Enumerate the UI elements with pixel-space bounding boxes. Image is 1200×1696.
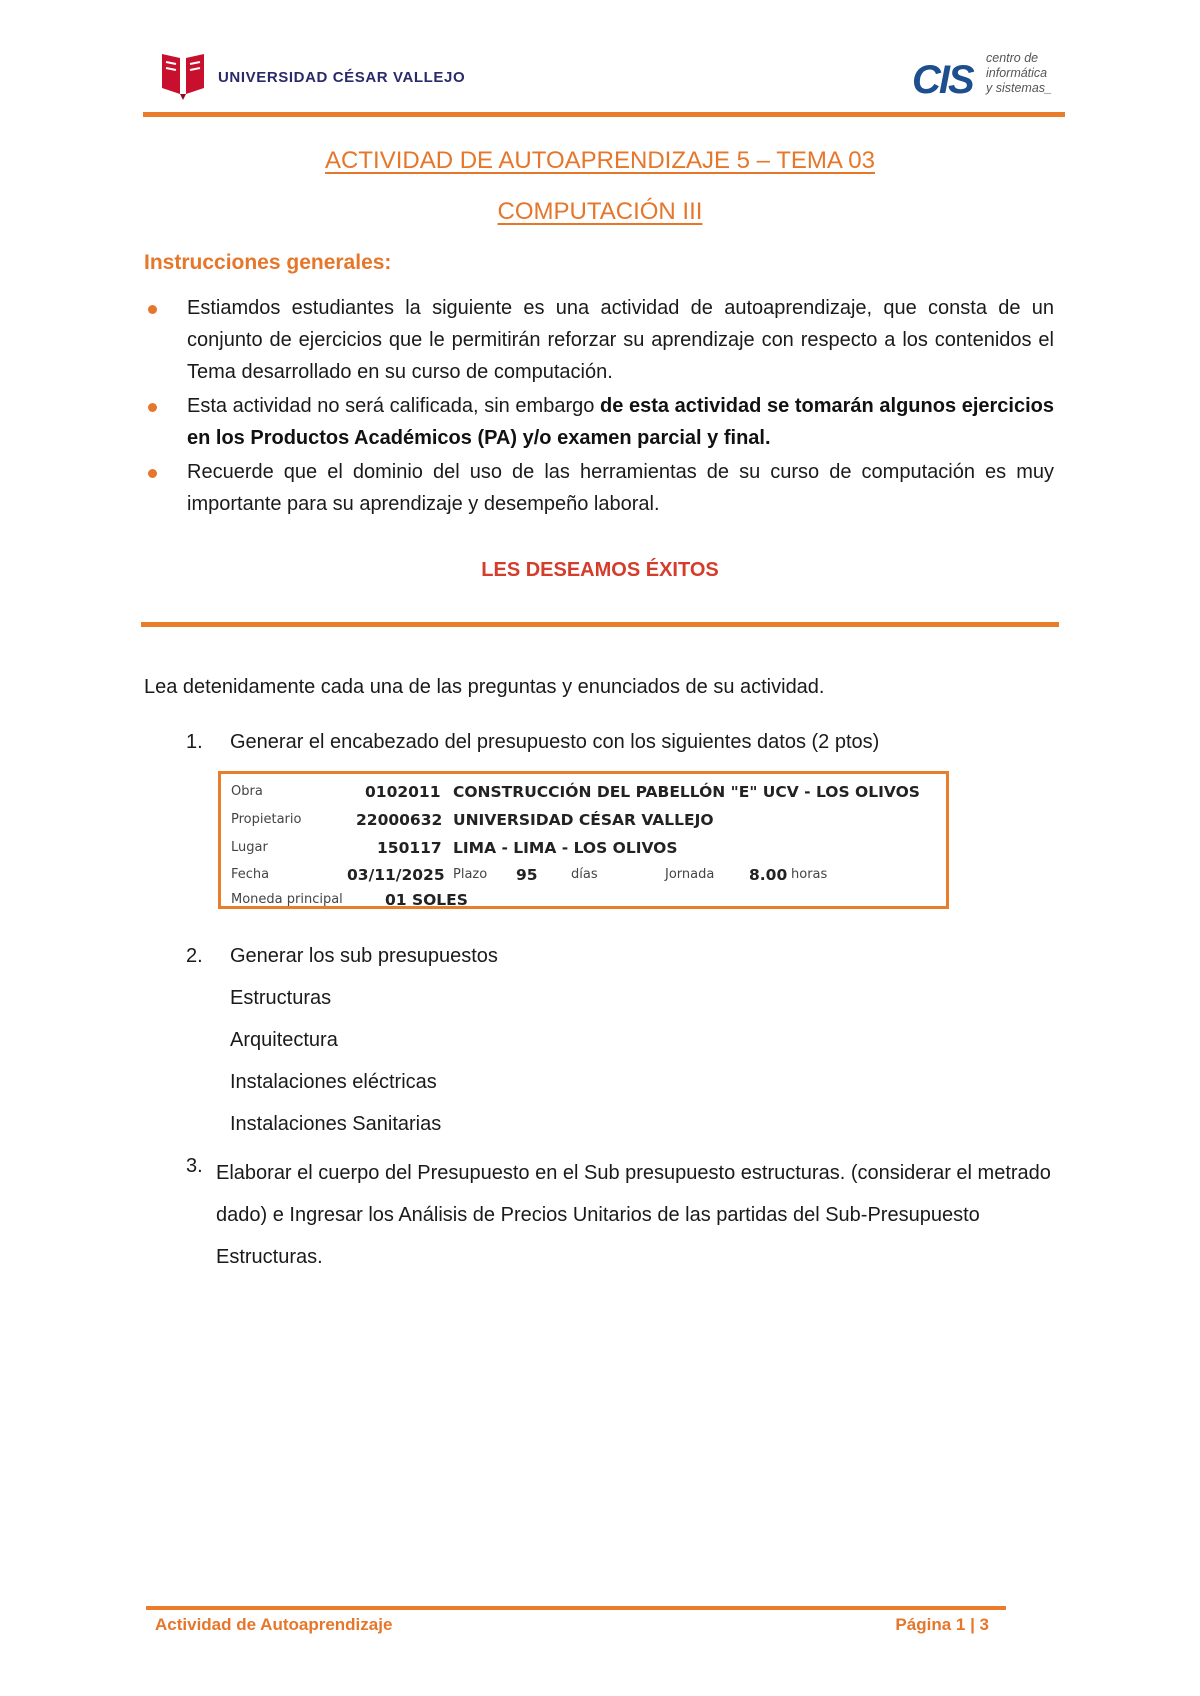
- sub-budget-item: Instalaciones eléctricas: [230, 1071, 437, 1093]
- item-number: 3.: [186, 1155, 203, 1177]
- bullet-text: Estiamdos estudiantes la siguiente es una actividad de autoaprendizaje, que consta de un conjunto de ejercicios que le permitirán reforzar su aprendizaje con respecto a los contenidos el Tema desarrollado en su curso de computación.: [187, 297, 1054, 383]
- budget-header-box: [218, 771, 949, 909]
- item-text: Elaborar el cuerpo del Presupuesto en el Sub presupuesto estructuras. (considerar el metrado dado) e Ingresar los Análisis de Precios Unitarios de las partidas del Sub-Presupuesto Estructuras.: [216, 1162, 1051, 1268]
- page-number: Página 1 | 3: [895, 1615, 989, 1634]
- bullet-icon: [148, 403, 157, 412]
- workday-label: Jornada: [665, 867, 715, 882]
- instructions-heading: Instrucciones generales:: [144, 251, 392, 274]
- hours-label: horas: [791, 867, 828, 882]
- obra-label: Obra: [231, 784, 263, 799]
- cis-line-3: y sistemas_: [986, 81, 1052, 95]
- footer-divider: [146, 1606, 1006, 1610]
- item-number: 1.: [186, 731, 203, 753]
- currency-label: Moneda principal: [231, 892, 343, 907]
- sub-budget-item: Estructuras: [230, 987, 332, 1009]
- cis-line-2: informática: [986, 66, 1048, 80]
- header-divider: [143, 112, 1065, 117]
- intro-text: Lea detenidamente cada una de las preguntas y enunciados de su actividad.: [144, 676, 825, 698]
- cis-logo: [912, 58, 973, 103]
- workday-value: 8.00: [749, 866, 788, 884]
- item-text: Generar el encabezado del presupuesto con los siguientes datos (2 ptos): [230, 731, 880, 753]
- list-item: [144, 292, 1054, 388]
- list-item: [144, 456, 1054, 520]
- ucv-logo: [160, 50, 206, 102]
- obra-code: 0102011: [365, 783, 441, 801]
- term-value: 95: [516, 866, 538, 884]
- sub-budget-item: Instalaciones Sanitarias: [230, 1113, 442, 1135]
- date-value: 03/11/2025: [347, 866, 445, 884]
- owner-code: 22000632: [356, 811, 443, 829]
- item-text: Generar los sub presupuestos: [230, 945, 498, 967]
- cis-line-1: centro de: [986, 51, 1039, 65]
- owner-label: Propietario: [231, 812, 302, 827]
- university-name: UNIVERSIDAD CÉSAR VALLEJO: [218, 69, 466, 86]
- owner-name: UNIVERSIDAD CÉSAR VALLEJO: [453, 811, 714, 829]
- bullet-icon: [148, 469, 157, 478]
- page-title: ACTIVIDAD DE AUTOAPRENDIZAJE 5 – TEMA 03: [325, 147, 875, 174]
- item-number: 2.: [186, 945, 203, 967]
- list-item: [144, 390, 1054, 454]
- cis-tagline: [986, 51, 1052, 96]
- bullet-text: Esta actividad no será calificada, sin embargo: [187, 395, 600, 417]
- days-label: días: [571, 867, 598, 882]
- obra-name: CONSTRUCCIÓN DEL PABELLÓN "E" UCV - LOS OLIVOS: [453, 783, 920, 801]
- currency-value: 01 SOLES: [385, 891, 468, 909]
- bullet-text: Recuerde que el dominio del uso de las herramientas de su curso de computación es muy importante para su aprendizaje y desempeño laboral.: [187, 461, 1054, 515]
- date-label: Fecha: [231, 867, 270, 882]
- bullet-icon: [148, 305, 157, 314]
- sub-budget-item: Arquitectura: [230, 1029, 338, 1051]
- place-name: LIMA - LIMA - LOS OLIVOS: [453, 839, 678, 857]
- instructions-list: [144, 292, 1054, 522]
- place-label: Lugar: [231, 840, 268, 855]
- bullet-bold-text: de esta actividad se tomarán algunos ejercicios en los Productos Académicos (PA) y/o examen parcial y final.: [187, 395, 1054, 449]
- section-divider: [141, 622, 1059, 627]
- footer-title: Actividad de Autoaprendizaje: [155, 1615, 393, 1634]
- cis-logo-text: CIS: [912, 58, 973, 102]
- place-code: 150117: [377, 839, 442, 857]
- page-subtitle: COMPUTACIÓN III: [497, 198, 703, 225]
- term-label: Plazo: [453, 867, 488, 882]
- wish-message: LES DESEAMOS ÉXITOS: [481, 559, 719, 581]
